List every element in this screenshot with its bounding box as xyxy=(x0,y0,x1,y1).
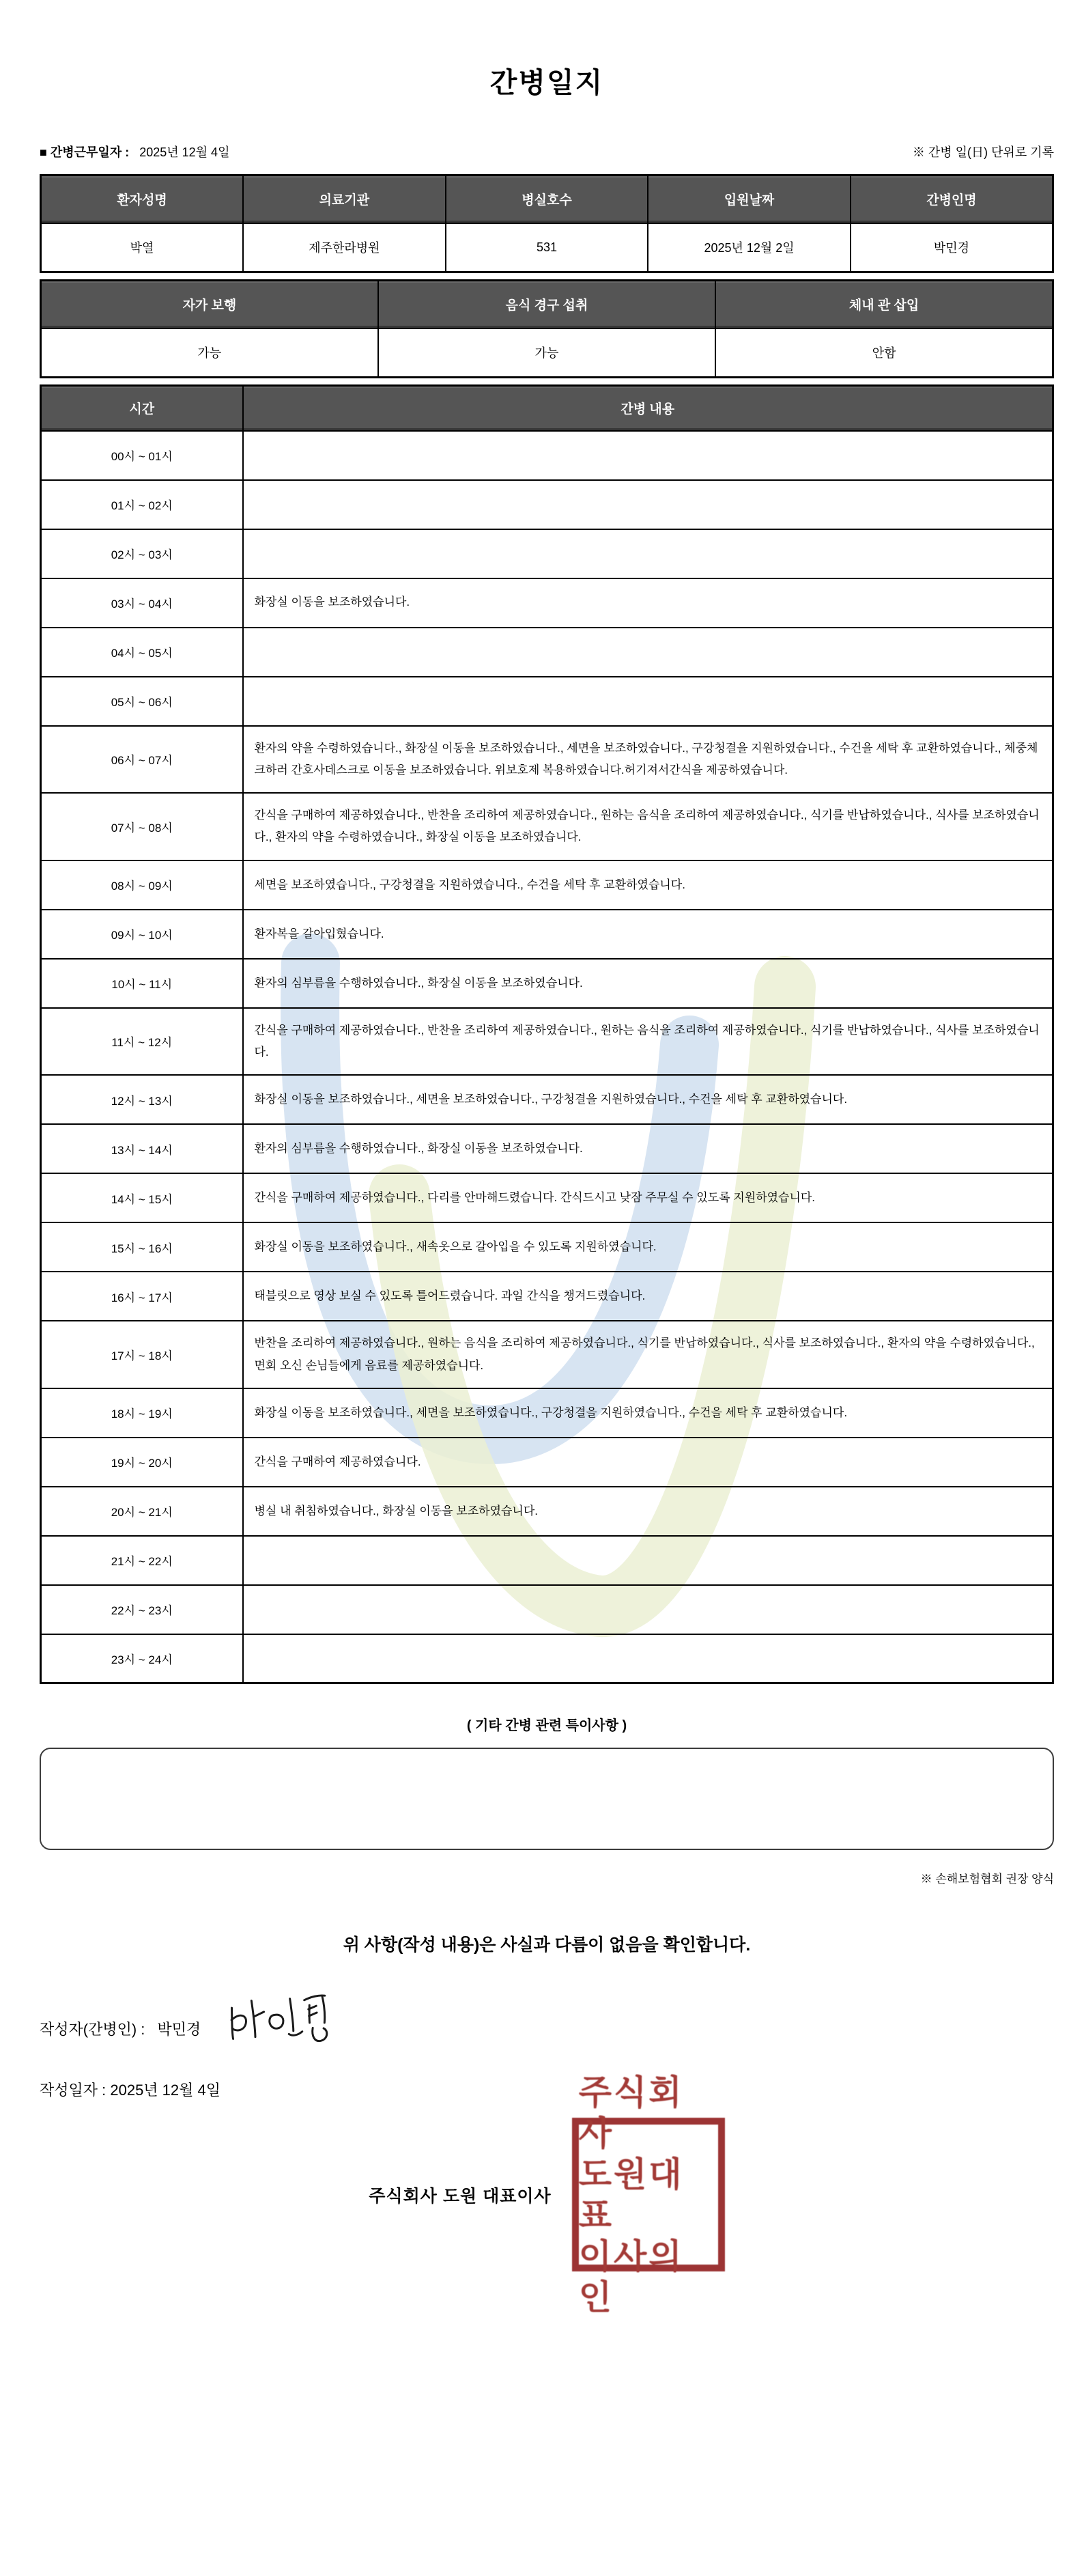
status-value-0: 가능 xyxy=(41,328,378,378)
care-row-time: 11시 ~ 12시 xyxy=(41,1008,243,1076)
work-date-label: ■ 간병근무일자 : xyxy=(40,145,130,159)
care-row-21 xyxy=(41,1536,1053,1585)
care-row-content xyxy=(243,480,1053,529)
care-row-content xyxy=(243,1634,1053,1683)
care-row-time: 03시 ~ 04시 xyxy=(41,578,243,628)
care-row-time: 13시 ~ 14시 xyxy=(41,1124,243,1173)
care-row-17 xyxy=(41,1321,1053,1388)
care-row-content: 화장실 이동을 보조하였습니다. xyxy=(243,578,1053,628)
form-note: ※ 손해보험협회 권장 양식 xyxy=(920,1873,1054,1886)
care-row-14 xyxy=(41,1173,1053,1222)
writer-signature xyxy=(224,1991,339,2056)
status-header-0: 자가 보행 xyxy=(41,281,378,328)
care-row-content xyxy=(243,1536,1053,1585)
writer-name: 박민경 xyxy=(157,2020,201,2038)
patient-value-4: 박민경 xyxy=(851,223,1053,272)
care-row-2 xyxy=(41,529,1053,578)
care-row-time: 12시 ~ 13시 xyxy=(41,1075,243,1124)
status-value-2: 안함 xyxy=(715,328,1053,378)
care-row-10 xyxy=(41,959,1053,1008)
care-row-20 xyxy=(41,1487,1053,1536)
care-row-content: 환자의 약을 수령하였습니다., 화장실 이동을 보조하였습니다., 세면을 보조하였습니다., 구강청결을 지원하였습니다., 수건을 세탁 후 교환하였습니다., 체중체크하러 간호사데스크로 이동을 보조하였습니다. 위보호제 복용하였습니다.허기져서간식을 제공하였습니다. xyxy=(243,726,1053,794)
care-row-time: 23시 ~ 24시 xyxy=(41,1634,243,1683)
care-row-22 xyxy=(41,1585,1053,1634)
patient-header-0: 환자성명 xyxy=(41,176,244,223)
care-row-content xyxy=(243,628,1053,677)
care-row-time: 16시 ~ 17시 xyxy=(41,1272,243,1321)
care-row-5 xyxy=(41,677,1053,726)
seal-line-1: 주식회사 xyxy=(578,2073,684,2153)
care-row-time: 01시 ~ 02시 xyxy=(41,480,243,529)
care-row-content: 간식을 구매하여 제공하였습니다., 반찬을 조리하여 제공하였습니다., 원하는 음식을 조리하여 제공하였습니다., 식기를 반납하였습니다., 식사를 보조하였습니다., 환자의 약을 수령하였습니다., 화장실 이동을 보조하였습니다. xyxy=(243,793,1053,860)
care-row-15 xyxy=(41,1222,1053,1272)
care-row-time: 19시 ~ 20시 xyxy=(41,1438,243,1487)
page-title: 간병일지 xyxy=(489,67,604,98)
write-date-label: 작성일자 : xyxy=(40,2082,106,2099)
care-row-content: 간식을 구매하여 제공하였습니다. xyxy=(243,1438,1053,1487)
care-row-content: 반찬을 조리하여 제공하였습니다., 원하는 음식을 조리하여 제공하였습니다., 식기를 반납하였습니다., 식사를 보조하였습니다., 환자의 약을 수령하였습니다., 면회 오신 손님들에게 음료를 제공하였습니다. xyxy=(243,1321,1053,1388)
care-row-18 xyxy=(41,1388,1053,1438)
care-row-9 xyxy=(41,910,1053,959)
care-row-time: 07시 ~ 08시 xyxy=(41,793,243,860)
patient-status-table xyxy=(40,279,1054,378)
company-title: 주식회사 도원 대표이사 xyxy=(369,2186,552,2206)
patient-value-2: 531 xyxy=(446,223,648,272)
unit-note: ※ 간병 일(日) 단위로 기록 xyxy=(912,145,1054,159)
status-header-1: 음식 경구 섭취 xyxy=(378,281,715,328)
care-row-1 xyxy=(41,480,1053,529)
care-row-time: 10시 ~ 11시 xyxy=(41,959,243,1008)
work-date-value: 2025년 12월 4일 xyxy=(139,145,230,159)
care-row-time: 04시 ~ 05시 xyxy=(41,628,243,677)
patient-value-1: 제주한라병원 xyxy=(243,223,446,272)
meta-row xyxy=(40,143,1054,160)
care-row-time: 17시 ~ 18시 xyxy=(41,1321,243,1388)
care-row-0 xyxy=(41,431,1053,480)
care-row-23 xyxy=(41,1634,1053,1683)
patient-header-1: 의료기관 xyxy=(243,176,446,223)
care-row-13 xyxy=(41,1124,1053,1173)
status-header-2: 체내 관 삽입 xyxy=(715,281,1053,328)
care-row-time: 22시 ~ 23시 xyxy=(41,1585,243,1634)
patient-header-3: 입원날짜 xyxy=(648,176,851,223)
care-row-content: 화장실 이동을 보조하였습니다., 세면을 보조하였습니다., 구강청결을 지원하였습니다., 수건을 세탁 후 교환하였습니다. xyxy=(243,1075,1053,1124)
care-content-header: 간병 내용 xyxy=(243,386,1053,431)
patient-value-3: 2025년 12월 2일 xyxy=(648,223,851,272)
care-row-time: 09시 ~ 10시 xyxy=(41,910,243,959)
care-row-time: 14시 ~ 15시 xyxy=(41,1173,243,1222)
care-row-time: 08시 ~ 09시 xyxy=(41,860,243,910)
patient-info-table xyxy=(40,174,1054,273)
work-date-line xyxy=(40,143,229,160)
care-row-content: 화장실 이동을 보조하였습니다., 새속옷으로 갈아입을 수 있도록 지원하였습니다. xyxy=(243,1222,1053,1272)
care-time-header: 시간 xyxy=(41,386,243,431)
care-row-4 xyxy=(41,628,1053,677)
care-row-11 xyxy=(41,1008,1053,1076)
care-row-7 xyxy=(41,793,1053,860)
extra-notes-box xyxy=(40,1748,1054,1850)
care-row-content: 세면을 보조하였습니다., 구강청결을 지원하였습니다., 수건을 세탁 후 교환하였습니다. xyxy=(243,860,1053,910)
care-row-3 xyxy=(41,578,1053,628)
write-date-line xyxy=(40,2079,1054,2100)
seal-line-3: 이사의인 xyxy=(578,2237,684,2316)
care-row-time: 21시 ~ 22시 xyxy=(41,1536,243,1585)
confirmation-text: 위 사항(작성 내용)은 사실과 다름이 없음을 확인합니다. xyxy=(343,1935,751,1955)
writer-label: 작성자(간병인) : xyxy=(40,2020,145,2038)
care-row-time: 06시 ~ 07시 xyxy=(41,726,243,794)
writer-line xyxy=(40,2001,1054,2056)
care-row-8 xyxy=(41,860,1053,910)
care-row-time: 18시 ~ 19시 xyxy=(41,1388,243,1438)
care-row-time: 05시 ~ 06시 xyxy=(41,677,243,726)
care-row-content: 병실 내 취침하였습니다., 화장실 이동을 보조하였습니다. xyxy=(243,1487,1053,1536)
care-row-12 xyxy=(41,1075,1053,1124)
care-row-content: 환자의 심부름을 수행하였습니다., 화장실 이동을 보조하였습니다. xyxy=(243,1124,1053,1173)
write-date-value: 2025년 12월 4일 xyxy=(110,2082,220,2099)
patient-value-0: 박열 xyxy=(41,223,244,272)
care-row-content: 간식을 구매하여 제공하였습니다., 다리를 안마해드렸습니다. 간식드시고 낮잠 주무실 수 있도록 지원하였습니다. xyxy=(243,1173,1053,1222)
company-seal-stamp xyxy=(572,2073,725,2316)
care-row-16 xyxy=(41,1272,1053,1321)
care-row-19 xyxy=(41,1438,1053,1487)
care-row-content: 환자의 심부름을 수행하였습니다., 화장실 이동을 보조하였습니다. xyxy=(243,959,1053,1008)
care-row-content xyxy=(243,431,1053,480)
care-log-table xyxy=(40,384,1054,1684)
patient-header-4: 간병인명 xyxy=(851,176,1053,223)
care-row-content xyxy=(243,677,1053,726)
care-row-time: 00시 ~ 01시 xyxy=(41,431,243,480)
care-row-time: 15시 ~ 16시 xyxy=(41,1222,243,1272)
status-value-1: 가능 xyxy=(378,328,715,378)
extra-section-title: ( 기타 간병 관련 특이사항 ) xyxy=(466,1718,627,1734)
care-row-content: 환자복을 갈아입혔습니다. xyxy=(243,910,1053,959)
care-row-6 xyxy=(41,726,1053,794)
care-row-content: 화장실 이동을 보조하였습니다., 세면을 보조하였습니다., 구강청결을 지원하였습니다., 수건을 세탁 후 교환하였습니다. xyxy=(243,1388,1053,1438)
patient-header-2: 병실호수 xyxy=(446,176,648,223)
care-row-time: 20시 ~ 21시 xyxy=(41,1487,243,1536)
care-row-time: 02시 ~ 03시 xyxy=(41,529,243,578)
seal-line-2: 도원대표 xyxy=(578,2155,684,2235)
care-row-content xyxy=(243,529,1053,578)
care-row-content xyxy=(243,1585,1053,1634)
care-row-content: 간식을 구매하여 제공하였습니다., 반찬을 조리하여 제공하였습니다., 원하는 음식을 조리하여 제공하였습니다., 식기를 반납하였습니다., 식사를 보조하였습니다. xyxy=(243,1008,1053,1076)
care-row-content: 태블릿으로 영상 보실 수 있도록 틀어드렸습니다. 과일 간식을 챙겨드렸습니다. xyxy=(243,1272,1053,1321)
